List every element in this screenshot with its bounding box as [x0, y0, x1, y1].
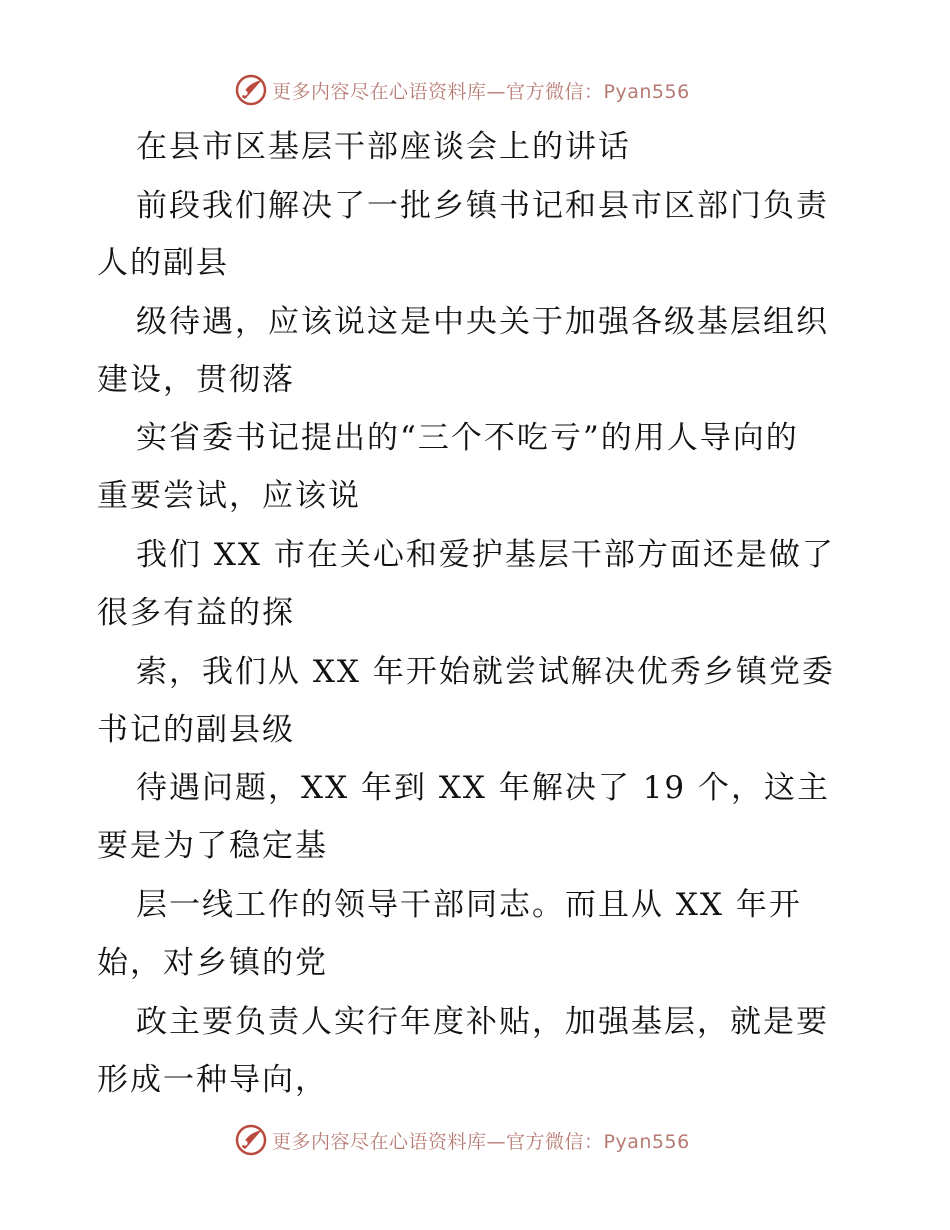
paragraph-line: 建设，贯彻落 [97, 362, 295, 398]
paragraph-line: 重要尝试，应该说 [97, 478, 361, 514]
stylized-pen-logo-icon [234, 73, 268, 107]
paragraph-line: 人的副县 [97, 245, 229, 281]
paragraph-line: 要是为了稳定基 [97, 828, 328, 864]
paragraph-line: 形成一种导向， [97, 1062, 328, 1098]
paragraph-line: 前段我们解决了一批乡镇书记和县市区部门负责 [136, 188, 829, 224]
stylized-pen-logo-icon [234, 1123, 268, 1157]
paragraph-line: 很多有益的探 [97, 595, 295, 631]
footer-watermark-banner [234, 1122, 690, 1158]
paragraph-line: 待遇问题，XX 年到 XX 年解决了 19 个，这主 [136, 770, 830, 806]
header-watermark-banner [234, 72, 690, 108]
paragraph-line: 书记的副县级 [97, 712, 295, 748]
banner-text: 更多内容尽在心语资料库—官方微信：Pyan556 [272, 1130, 690, 1153]
paragraph-line: 我们 XX 市在关心和爱护基层干部方面还是做了 [136, 537, 835, 573]
paragraph-line: 始，对乡镇的党 [97, 945, 328, 981]
paragraph-line: 层一线工作的领导干部同志。而且从 XX 年开 [136, 887, 802, 923]
paragraph-line: 政主要负责人实行年度补贴，加强基层，就是要 [136, 1004, 829, 1040]
paragraph-line: 级待遇，应该说这是中央关于加强各级基层组织 [136, 304, 829, 340]
banner-text: 更多内容尽在心语资料库—官方微信：Pyan556 [272, 80, 690, 103]
paragraph-line: 实省委书记提出的“三个不吃亏”的用人导向的 [136, 420, 799, 456]
paragraph-line: 索，我们从 XX 年开始就尝试解决优秀乡镇党委 [136, 654, 835, 690]
document-title: 在县市区基层干部座谈会上的讲话 [136, 129, 631, 165]
